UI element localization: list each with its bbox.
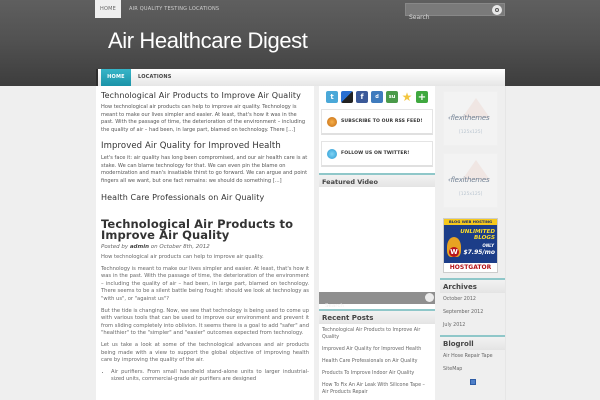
recent-post-link[interactable]: Technological Air Products to Improve Air Quality <box>322 328 421 340</box>
top-nav-home[interactable]: HOME <box>95 0 121 18</box>
post-bullet-list <box>101 369 309 384</box>
post-author[interactable]: admin <box>129 244 150 250</box>
sidebar-search-button[interactable] <box>425 293 434 302</box>
slider-post-title[interactable]: Technological Air Products to Improve Air Quality <box>101 91 302 100</box>
featured-video-heading: Featured Video <box>319 173 435 187</box>
magnifier-icon <box>495 8 499 12</box>
flexithemes-ad-1[interactable] <box>443 91 498 146</box>
main-nav-locations[interactable]: LOCATIONS <box>138 74 172 80</box>
main-nav-home[interactable]: HOME <box>101 69 131 86</box>
post-meta-on: on <box>150 244 158 250</box>
header-search-input[interactable] <box>406 12 486 23</box>
blogroll-link[interactable]: Air Hose Repair Tape <box>443 354 493 359</box>
social-bookmarks <box>319 86 435 103</box>
recent-post-link[interactable]: Health Care Professionals on Air Quality <box>322 359 418 364</box>
post-meta-prefix: Posted by <box>101 244 129 250</box>
main-content <box>96 86 314 400</box>
slider-post-title[interactable]: Health Care Professionals on Air Quality <box>101 193 265 202</box>
post-paragraph: But the tide is changing. Now, we see that technology is being used to come up with various tools that can be used to improve our environment and prevent it from sliding completely into oblivion. It seems there is a goal to add "safer" and "healthier" to the "simpler" and "easier" outcomes expected from technology. <box>101 307 309 337</box>
archives-heading: Archives <box>440 278 505 293</box>
digg-icon[interactable]: d <box>371 91 383 103</box>
archives-list <box>440 293 505 329</box>
hostgator-brand: HOSTGATOR <box>444 263 497 272</box>
post-paragraph: How technological air products can help to improve air quality. <box>101 254 264 260</box>
middle-sidebar <box>319 86 435 400</box>
slider-post-excerpt: Let's face it: air quality has long been compromised, and our air health care is at stake. We can blame technology for that. We can even pin the blame on modernization and man's insatiable thirst to go forward. We can argue and point fingers all we want, but one fact remains: we should do something [...] <box>101 155 308 184</box>
add-plus-icon[interactable]: + <box>417 91 427 103</box>
rss-subscribe-label: SUBSCRIBE TO OUR RSS FEED! <box>341 119 423 124</box>
post-date: October 8th, 2012 <box>159 244 210 250</box>
wordpress-logo-icon: W <box>450 248 458 256</box>
favorite-star-icon[interactable]: ★ <box>401 90 413 104</box>
flexithemes-ad-2[interactable] <box>443 153 498 208</box>
blogroll-list <box>440 350 505 373</box>
post-paragraph: Technology is meant to make our lives simpler and easier. At least, that's how it was in the past. With the passage of time, the deterioration of the environment – including the quality of air – had been, in large part, blamed on technology. There seems to be a silent battle being fought: should we look at technology as "with us", or "against us"? <box>101 265 309 302</box>
twitter-bird-icon <box>327 149 337 159</box>
blog-post <box>101 219 309 384</box>
ad-brand: ‹flexithemes <box>448 114 490 122</box>
twitter-icon[interactable]: t <box>326 91 338 103</box>
hostgator-line2: BLOGS <box>473 235 495 241</box>
ad-brand: ‹flexithemes <box>448 176 490 184</box>
post-bullet: • Air purifiers. From small handheld stand-alone units to larger industrial-sized units, commercial-grade air purifiers are designed <box>111 369 309 384</box>
slider-post-excerpt: How technological air products can help to improve air quality. Technology is meant to make our lives simpler and easier. At least, that's how it was in the past. With the passage of time, the deterioration of the environment – including the quality of air – had been, in large part, blamed on technology. There [...] <box>101 104 306 133</box>
top-nav-air-quality-testing-locations[interactable]: AIR QUALITY TESTING LOCATIONS <box>128 6 220 12</box>
top-navigation <box>95 0 219 18</box>
recent-post-link[interactable]: How To Fix An Air Leak With Silicone Tape – Air Products Repair <box>322 383 425 395</box>
featured-posts-slider <box>96 86 314 214</box>
ad-size: [125x125] <box>459 130 483 135</box>
archive-link[interactable]: September 2012 <box>443 310 484 315</box>
post-meta <box>101 244 309 250</box>
recent-posts-list <box>319 324 435 396</box>
right-gutter <box>505 86 600 400</box>
rss-feed-icon <box>327 117 337 127</box>
archives-widget <box>440 278 505 329</box>
slider-post-title[interactable]: Improved Air Quality for Improved Health <box>101 141 281 151</box>
post-title[interactable]: Technological Air Products to Improve Air Quality <box>101 217 294 242</box>
hostgator-top-text: BLOG WEB HOSTING <box>444 219 497 225</box>
twitter-follow-label: FOLLOW US ON TWITTER! <box>341 151 410 156</box>
hostgator-line1: UNLIMITED <box>460 229 495 235</box>
recent-posts-heading: Recent Posts <box>319 309 435 324</box>
right-sidebar <box>440 86 505 400</box>
stumbleupon-icon[interactable]: su <box>386 91 398 103</box>
hostgator-only: ONLY <box>482 243 494 248</box>
post-paragraph: Let us take a look at some of the technological advances and air products being made with a view to support the global objective of improving health care by improving the quality of the air. <box>101 341 309 364</box>
header-search-box <box>405 3 505 16</box>
site-title[interactable]: Air Healthcare Digest <box>108 28 308 53</box>
recent-post-link[interactable]: Improved Air Quality for Improved Health <box>322 347 422 352</box>
delicious-icon[interactable] <box>341 91 353 103</box>
hostgator-banner-ad[interactable] <box>443 218 498 273</box>
main-navigation <box>96 69 505 86</box>
recent-posts-widget <box>319 309 435 400</box>
hostgator-price: $7.95/mo <box>463 249 495 256</box>
recent-post-link[interactable]: Products To Improve Indoor Air Quality <box>322 371 415 376</box>
header-search-button[interactable] <box>492 5 502 15</box>
facebook-icon[interactable]: f <box>356 91 368 103</box>
archive-link[interactable]: July 2012 <box>443 323 466 328</box>
blogroll-link[interactable]: SiteMap <box>443 367 463 372</box>
archive-link[interactable]: October 2012 <box>443 297 476 302</box>
twitter-follow-box[interactable] <box>321 141 433 167</box>
blogroll-heading: Blogroll <box>440 335 505 350</box>
blogroll-widget <box>440 335 505 385</box>
small-badge-icon[interactable] <box>470 379 476 385</box>
ad-size: [125x125] <box>459 192 483 197</box>
sidebar-search-box <box>319 292 435 304</box>
rss-subscribe-box[interactable] <box>321 109 433 135</box>
